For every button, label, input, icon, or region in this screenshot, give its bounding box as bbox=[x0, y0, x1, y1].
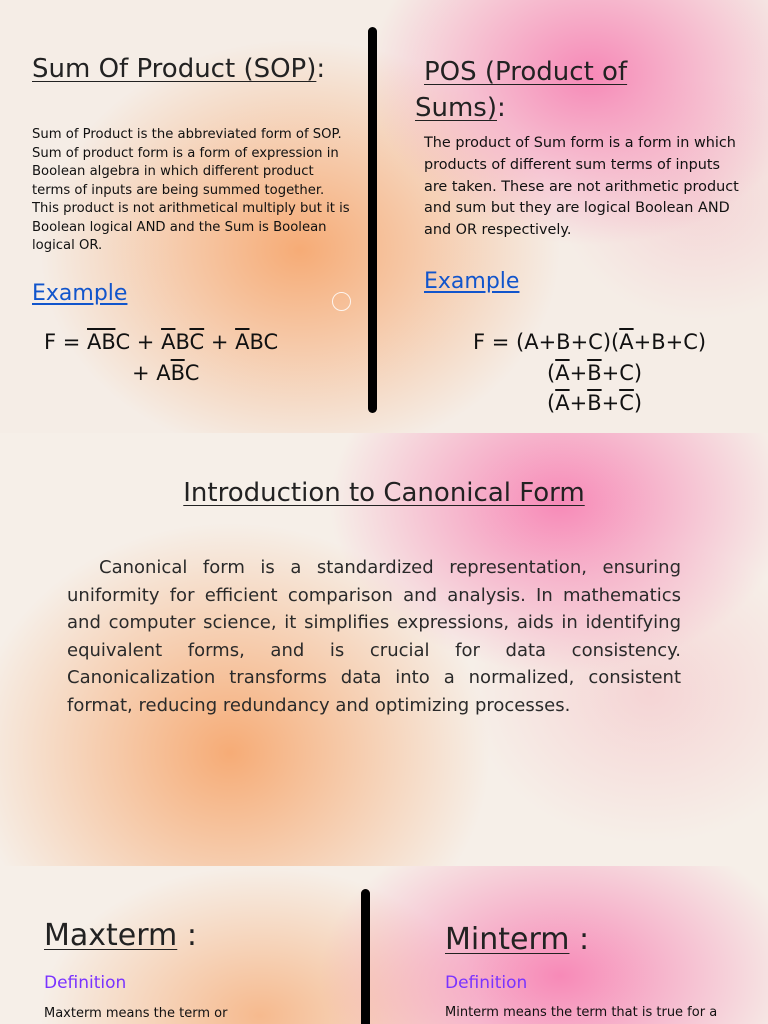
sop-title-suffix: : bbox=[316, 54, 326, 84]
column-divider bbox=[361, 889, 370, 1024]
formula-text: + bbox=[569, 391, 588, 415]
formula-text: $\overline{B}$ bbox=[587, 391, 602, 415]
formula-text: $\overline{A}$ bbox=[555, 391, 570, 415]
sop-formula-line2 bbox=[132, 358, 199, 389]
maxterm-definition-label: Definition bbox=[44, 973, 127, 993]
formula-text: + bbox=[130, 330, 162, 354]
sop-example-link[interactable]: Example bbox=[32, 281, 128, 306]
sop-description: Sum of Product is the abbreviated form of SOP. Sum of product form is a form of expression in Boolean algebra in which different product terms of inputs are being summed together. This product is not arithmetical multiply but it is Boolean logical AND and the Sum is Boolean logical OR. bbox=[32, 127, 350, 253]
pos-description: The product of Sum form is a form in which products of different sum terms of inputs are taken. These are not arithmetic product and sum but they are logical Boolean AND and OR respectively. bbox=[424, 135, 739, 239]
slide-sop-pos bbox=[0, 0, 768, 433]
slide-canonical-form bbox=[0, 433, 768, 866]
minterm-heading bbox=[445, 922, 589, 957]
formula-text: B bbox=[175, 330, 190, 354]
formula-text: C bbox=[184, 361, 200, 385]
circle-marker-icon bbox=[332, 292, 351, 311]
slide-maxterm-minterm bbox=[0, 866, 768, 1024]
formula-text: ( bbox=[547, 391, 556, 415]
pos-title: POS (Product of Sums) bbox=[415, 57, 628, 123]
maxterm-title: Maxterm bbox=[44, 918, 178, 953]
pos-formula-line3 bbox=[547, 388, 642, 419]
maxterm-title-suffix: : bbox=[177, 918, 197, 953]
canonical-title: Introduction to Canonical Form bbox=[183, 478, 585, 508]
maxterm-body: Maxterm means the term or bbox=[44, 1006, 228, 1021]
maxterm-heading bbox=[44, 918, 197, 953]
formula-text: $\overline{B}$ bbox=[170, 361, 185, 385]
formula-text: $\overline{AB}$ bbox=[87, 330, 116, 354]
minterm-title-suffix: : bbox=[569, 922, 590, 957]
sop-formula-line1 bbox=[44, 327, 278, 358]
column-divider bbox=[368, 27, 377, 413]
formula-text: $\overline{C}$ bbox=[619, 391, 634, 415]
pos-heading bbox=[415, 54, 715, 126]
formula-text: BC bbox=[249, 330, 279, 354]
minterm-body: Minterm means the term that is true for a bbox=[445, 1005, 718, 1020]
formula-text: C bbox=[115, 330, 131, 354]
formula-text: + bbox=[204, 330, 236, 354]
formula-text: + A bbox=[132, 361, 171, 385]
formula-text: $\overline{A}$ bbox=[619, 330, 634, 354]
formula-text: + bbox=[601, 391, 620, 415]
formula-text: ) bbox=[633, 391, 643, 415]
pos-title-suffix: : bbox=[497, 93, 506, 123]
sop-heading bbox=[32, 54, 325, 84]
minterm-title: Minterm bbox=[445, 922, 570, 957]
canonical-paragraph: Canonical form is a standardized representation, ensuring uniformity for efficient comparison and analysis. In mathematics and computer science, it simplifies expressions, aids in identifying equivalent forms, and is crucial for data consistency. Canonicalization transforms data into a normalized, consistent format, reducing redundancy and optimizing processes. bbox=[67, 557, 681, 716]
minterm-definition-label: Definition bbox=[445, 973, 528, 993]
pos-example-link[interactable]: Example bbox=[424, 269, 520, 294]
formula-text: $\overline{B}$ bbox=[587, 361, 602, 385]
formula-text: F = bbox=[44, 330, 88, 354]
formula-text: F = (A+B+C)( bbox=[473, 330, 620, 354]
sop-title: Sum Of Product (SOP) bbox=[32, 54, 317, 84]
formula-text: $\overline{A}$ bbox=[555, 361, 570, 385]
formula-text: $\overline{A}$ bbox=[235, 330, 250, 354]
formula-text: +C) bbox=[601, 361, 643, 385]
canonical-heading bbox=[0, 478, 768, 508]
pos-formula-line2 bbox=[547, 358, 642, 389]
formula-text: ( bbox=[547, 361, 556, 385]
formula-text: $\overline{C}$ bbox=[189, 330, 205, 354]
formula-text: $\overline{A}$ bbox=[161, 330, 176, 354]
formula-text: +B+C) bbox=[633, 330, 707, 354]
pos-formula-line1 bbox=[473, 327, 706, 358]
formula-text: + bbox=[569, 361, 588, 385]
